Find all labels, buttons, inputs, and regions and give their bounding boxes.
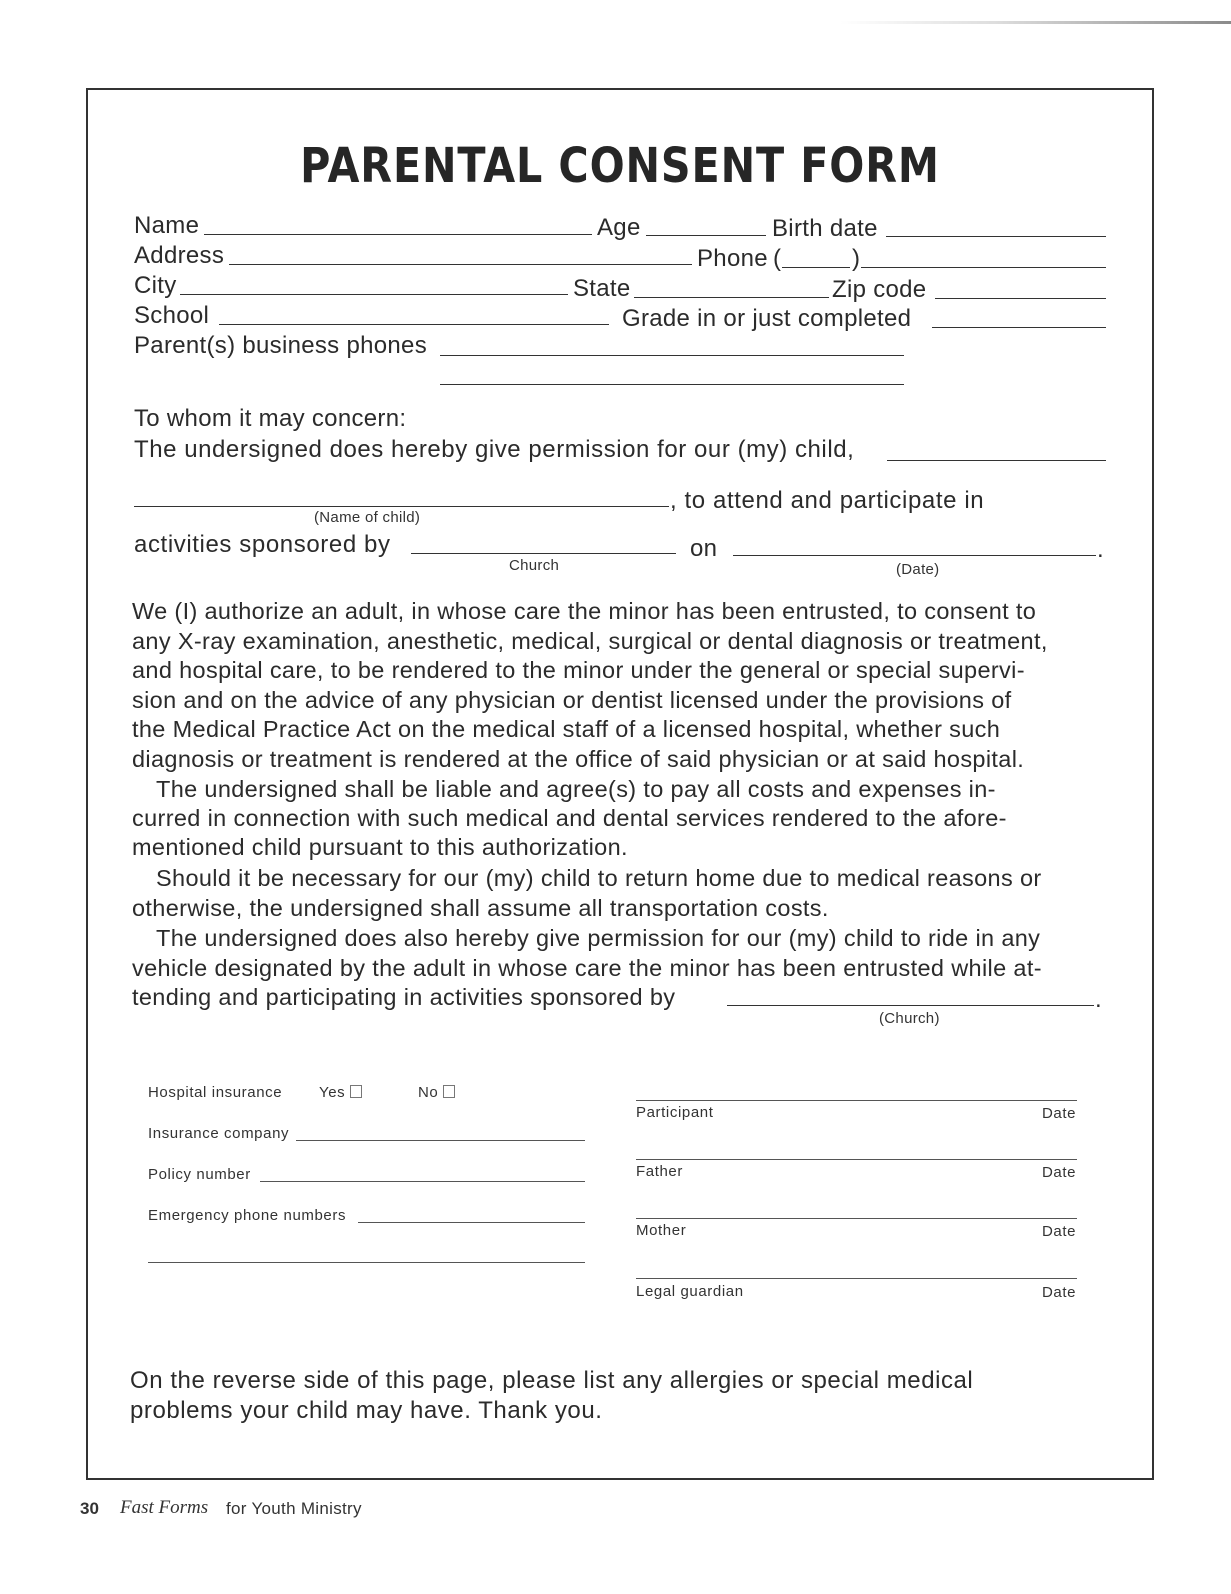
insurance-yes-option[interactable]	[319, 1084, 362, 1101]
insurance-no-option[interactable]	[418, 1084, 455, 1101]
name-field[interactable]	[204, 234, 592, 235]
policy-number-label: Policy number	[148, 1166, 251, 1183]
salutation: To whom it may concern:	[134, 405, 407, 432]
policy-number-field[interactable]	[260, 1181, 585, 1182]
phone-area-code-field[interactable]	[782, 267, 850, 268]
form-title: PARENTAL CONSENT FORM	[300, 138, 940, 194]
activities-text: activities sponsored by	[134, 531, 391, 558]
insurance-yes-label: Yes	[319, 1084, 346, 1101]
paragraph-line: sion and on the advice of any physician or dentist licensed under the provisions of	[132, 687, 1012, 713]
insurance-no-checkbox[interactable]	[443, 1085, 455, 1098]
state-field[interactable]	[634, 297, 829, 298]
church-caption: Church	[509, 557, 560, 574]
paragraph-line: Should it be necessary for our (my) child to return home due to medical reasons or	[156, 865, 1042, 891]
hospital-insurance-label: Hospital insurance	[148, 1084, 283, 1101]
father-label: Father	[636, 1163, 683, 1180]
father-date-label: Date	[1042, 1164, 1077, 1181]
address-label: Address	[134, 242, 225, 269]
paragraph-line: tending and participating in activities sponsored by	[132, 984, 676, 1010]
mother-date-label: Date	[1042, 1223, 1077, 1240]
mother-signature-line[interactable]	[636, 1218, 1077, 1219]
grade-field[interactable]	[932, 327, 1106, 328]
book-subtitle: for Youth Ministry	[226, 1499, 362, 1518]
parent-business-phone-1-field[interactable]	[440, 355, 904, 356]
permission-line: The undersigned does hereby give permission for our (my) child,	[134, 436, 855, 463]
paragraph-line: mentioned child pursuant to this authorization.	[132, 834, 628, 860]
emergency-phone-1-field[interactable]	[358, 1222, 585, 1223]
book-title: Fast Forms	[120, 1497, 209, 1518]
scan-artifact-line	[840, 21, 1231, 24]
age-field[interactable]	[646, 235, 766, 236]
emergency-phone-2-field[interactable]	[148, 1262, 585, 1263]
closing-line: problems your child may have. Thank you.	[130, 1397, 603, 1424]
paragraph-line: any X-ray examination, anesthetic, medical, surgical or dental diagnosis or treatment,	[132, 628, 1048, 654]
parent-business-phone-2-field[interactable]	[440, 384, 904, 385]
paragraph-line: curred in connection with such medical and dental services rendered to the afore-	[132, 805, 1007, 831]
on-text: on	[690, 535, 718, 562]
address-field[interactable]	[229, 264, 692, 265]
church-field-2[interactable]	[727, 1005, 1094, 1006]
paragraph-line: diagnosis or treatment is rendered at the office of said physician or at said hospital.	[132, 746, 1025, 772]
date-caption: (Date)	[896, 561, 940, 578]
father-signature-line[interactable]	[636, 1159, 1077, 1160]
insurance-company-label: Insurance company	[148, 1125, 290, 1142]
emergency-phone-numbers-label: Emergency phone numbers	[148, 1207, 347, 1224]
paragraph-line: The undersigned does also hereby give permission for our (my) child to ride in any	[156, 925, 1041, 951]
attend-text: , to attend and participate in	[670, 487, 985, 514]
age-label: Age	[597, 214, 641, 241]
church-caption-2: (Church)	[879, 1010, 940, 1027]
insurance-yes-checkbox[interactable]	[350, 1085, 362, 1098]
legal-guardian-signature-line[interactable]	[636, 1278, 1077, 1279]
insurance-no-label: No	[418, 1084, 439, 1101]
closing-line: On the reverse side of this page, please list any allergies or special medical	[130, 1367, 974, 1394]
phone-area-close-paren: )	[852, 245, 861, 272]
participant-date-label: Date	[1042, 1105, 1077, 1122]
child-name-field[interactable]	[134, 506, 669, 507]
activity-date-field[interactable]	[733, 555, 1096, 556]
phone-label: Phone	[697, 245, 768, 272]
state-label: State	[573, 275, 631, 302]
name-label: Name	[134, 212, 200, 239]
legal-guardian-date-label: Date	[1042, 1284, 1077, 1301]
legal-guardian-label: Legal guardian	[636, 1283, 744, 1300]
school-label: School	[134, 302, 210, 329]
school-field[interactable]	[219, 324, 609, 325]
paragraph-line: otherwise, the undersigned shall assume all transportation costs.	[132, 895, 829, 921]
parent-business-phones-label: Parent(s) business phones	[134, 332, 427, 359]
paragraph-line: The undersigned shall be liable and agree(s) to pay all costs and expenses in-	[156, 776, 996, 802]
birth-date-label: Birth date	[772, 215, 878, 242]
participant-signature-line[interactable]	[636, 1100, 1077, 1101]
city-field[interactable]	[180, 294, 568, 295]
child-name-field-start[interactable]	[887, 460, 1106, 461]
participant-label: Participant	[636, 1104, 714, 1121]
insurance-company-field[interactable]	[296, 1140, 585, 1141]
paragraph-line: and hospital care, to be rendered to the minor under the general or special supervi-	[132, 657, 1025, 683]
church-2-period: .	[1095, 986, 1102, 1013]
name-of-child-caption: (Name of child)	[314, 509, 421, 526]
mother-label: Mother	[636, 1222, 687, 1239]
phone-field[interactable]	[861, 267, 1106, 268]
paragraph-line: the Medical Practice Act on the medical staff of a licensed hospital, whether such	[132, 716, 1001, 742]
birth-date-field[interactable]	[886, 236, 1106, 237]
activity-date-period: .	[1097, 536, 1104, 563]
zip-code-field[interactable]	[935, 298, 1106, 299]
city-label: City	[134, 272, 177, 299]
paragraph-line: We (I) authorize an adult, in whose care the minor has been entrusted, to consent to	[132, 598, 1037, 624]
zip-code-label: Zip code	[832, 276, 927, 303]
phone-area-open-paren: (	[773, 245, 782, 272]
church-field[interactable]	[411, 553, 676, 554]
paragraph-line: vehicle designated by the adult in whose care the minor has been entrusted while at-	[132, 955, 1042, 981]
page-number: 30	[80, 1499, 99, 1518]
grade-label: Grade in or just completed	[622, 305, 912, 332]
